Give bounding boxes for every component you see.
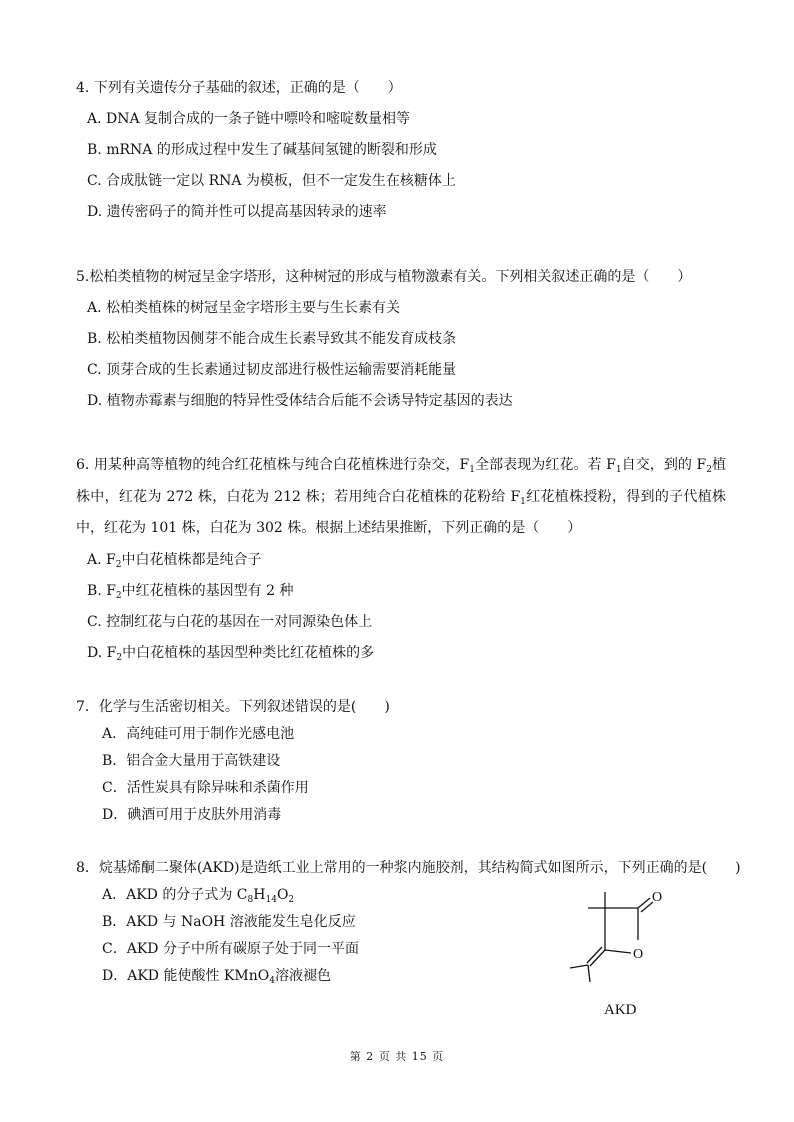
branch-bond-down xyxy=(588,965,590,982)
option-b[interactable]: B．AKD 与 NaOH 溶液能发生皂化反应 xyxy=(102,914,356,930)
akd-structure-diagram xyxy=(560,878,690,1028)
structure-caption: AKD xyxy=(604,1002,637,1018)
question-6 xyxy=(76,450,726,669)
option-d[interactable]: D. $F_2$中白花植株的基因型种类比红花植株的多 xyxy=(87,644,375,663)
question-5 xyxy=(76,261,726,417)
option-a[interactable]: A. $F_2$中白花植株都是纯合子 xyxy=(87,551,262,570)
question-stem: 5.松柏类植物的树冠呈金字塔形，这种树冠的形成与植物激素有关。下列相关叙述正确的是（ ） xyxy=(76,269,692,285)
option-a[interactable]: A. 松柏类植株的树冠呈金字塔形主要与生长素有关 xyxy=(87,300,401,316)
question-stem: 6. 用某种高等植物的纯合红花植株与纯合白花植株进行杂交，$F_1$全部表现为红花。若 $F_1$自交，到的 $F_2$植株中，红花为 272 株，白花为 212 株；若用纯合白花植株的花粉给 $F_1$红花植株授粉，得到的子代植株中，红花为 101 株，白花为 302 株。根据上述结果推断，下列正确的是（ ） xyxy=(76,457,727,536)
question-stem: 4. 下列有关遗传分子基础的叙述，正确的是（ ） xyxy=(76,80,402,96)
option-a[interactable]: A. DNA 复制合成的一条子链中嘌呤和嘧啶数量相等 xyxy=(87,111,411,127)
carbonyl-oxygen-label: O xyxy=(652,890,663,905)
option-d[interactable]: D．AKD 能使酸性 KMnO$_4$溶液褪色 xyxy=(102,968,331,986)
option-d[interactable]: D. 植物赤霉素与细胞的特异性受体结合后能不会诱导特定基因的表达 xyxy=(87,393,513,409)
option-c[interactable]: C. 合成肽链一定以 RNA 为模板，但不一定发生在核糖体上 xyxy=(87,173,456,189)
option-c[interactable]: C. 顶芽合成的生长素通过韧皮部进行极性运输需要消耗能量 xyxy=(87,362,457,378)
question-4 xyxy=(76,72,726,228)
option-b[interactable]: B. $F_2$中红花植株的基因型有 2 种 xyxy=(87,582,294,601)
ring-bond-bottom xyxy=(605,950,631,953)
option-a[interactable]: A．高纯硅可用于制作光感电池 xyxy=(102,726,295,742)
option-b[interactable]: B. 松柏类植物因侧芽不能合成生长素导致其不能发育成枝条 xyxy=(87,331,457,347)
option-d[interactable]: D. 遗传密码子的简并性可以提高基因转录的速率 xyxy=(87,204,387,220)
ring-oxygen-label: O xyxy=(633,947,644,962)
page-footer: 第 2 页 共 15 页 xyxy=(349,1050,445,1063)
question-stem: 8．烷基烯酮二聚体(AKD)是造纸工业上常用的一种浆内施胶剂，其结构简式如图所示，下列正确的是( ) xyxy=(76,860,741,876)
branch-bond-left xyxy=(570,965,588,968)
akd-bonds xyxy=(570,892,653,982)
option-d[interactable]: D．碘酒可用于皮肤外用消毒 xyxy=(102,807,282,823)
question-7 xyxy=(76,694,726,829)
option-b[interactable]: B．铝合金大量用于高铁建设 xyxy=(102,753,281,769)
option-c[interactable]: C．AKD 分子中所有碳原子处于同一平面 xyxy=(102,941,359,957)
option-b[interactable]: B. mRNA 的形成过程中发生了碱基间氢键的断裂和形成 xyxy=(87,142,437,158)
option-c[interactable]: C. 控制红花与白花的基因在一对同源染色体上 xyxy=(87,613,373,630)
question-stem: 7．化学与生活密切相关。下列叙述错误的是( ) xyxy=(76,699,390,715)
option-c[interactable]: C．活性炭具有除异味和杀菌作用 xyxy=(102,780,309,796)
option-a[interactable]: A．AKD 的分子式为 $C_8H_{14}O_2$ xyxy=(102,887,295,905)
